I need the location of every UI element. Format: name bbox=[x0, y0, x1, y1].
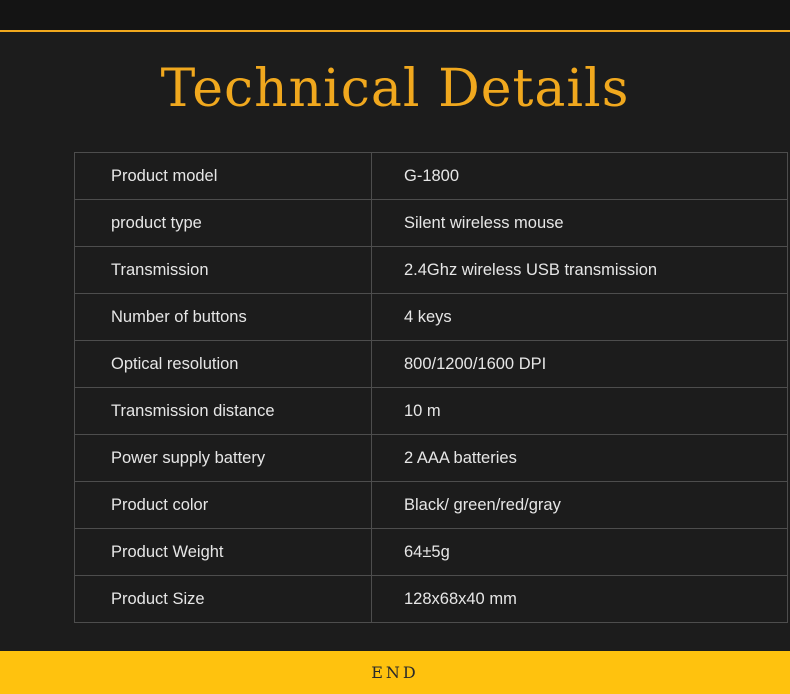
spec-label: Power supply battery bbox=[75, 435, 372, 482]
spec-label: Product Size bbox=[75, 576, 372, 623]
table-row bbox=[75, 482, 788, 529]
footer-label: END bbox=[371, 663, 419, 682]
spec-label: Product color bbox=[75, 482, 372, 529]
spec-table-body bbox=[75, 153, 788, 623]
spec-value: 2 AAA batteries bbox=[372, 435, 788, 482]
table-row bbox=[75, 200, 788, 247]
spec-value: Black/ green/red/gray bbox=[372, 482, 788, 529]
table-row bbox=[75, 529, 788, 576]
spec-label: Optical resolution bbox=[75, 341, 372, 388]
spec-table-container bbox=[74, 152, 717, 623]
spec-value: G-1800 bbox=[372, 153, 788, 200]
table-row bbox=[75, 341, 788, 388]
page-title: Technical Details bbox=[160, 59, 630, 119]
table-row bbox=[75, 294, 788, 341]
spec-value: 800/1200/1600 DPI bbox=[372, 341, 788, 388]
spec-value: 4 keys bbox=[372, 294, 788, 341]
footer-spacer bbox=[0, 639, 790, 651]
spec-table bbox=[74, 152, 788, 623]
spec-label: Number of buttons bbox=[75, 294, 372, 341]
top-accent-bar bbox=[0, 0, 790, 32]
table-row bbox=[75, 435, 788, 482]
table-row bbox=[75, 247, 788, 294]
footer-bar bbox=[0, 651, 790, 694]
spec-value: 128x68x40 mm bbox=[372, 576, 788, 623]
spec-label: Transmission bbox=[75, 247, 372, 294]
table-row bbox=[75, 153, 788, 200]
spec-value: 2.4Ghz wireless USB transmission bbox=[372, 247, 788, 294]
spec-label: Product model bbox=[75, 153, 372, 200]
spec-value: 10 m bbox=[372, 388, 788, 435]
spec-label: Transmission distance bbox=[75, 388, 372, 435]
table-row bbox=[75, 388, 788, 435]
spec-value: Silent wireless mouse bbox=[372, 200, 788, 247]
spec-label: product type bbox=[75, 200, 372, 247]
spec-label: Product Weight bbox=[75, 529, 372, 576]
spec-value: 64±5g bbox=[372, 529, 788, 576]
table-row bbox=[75, 576, 788, 623]
